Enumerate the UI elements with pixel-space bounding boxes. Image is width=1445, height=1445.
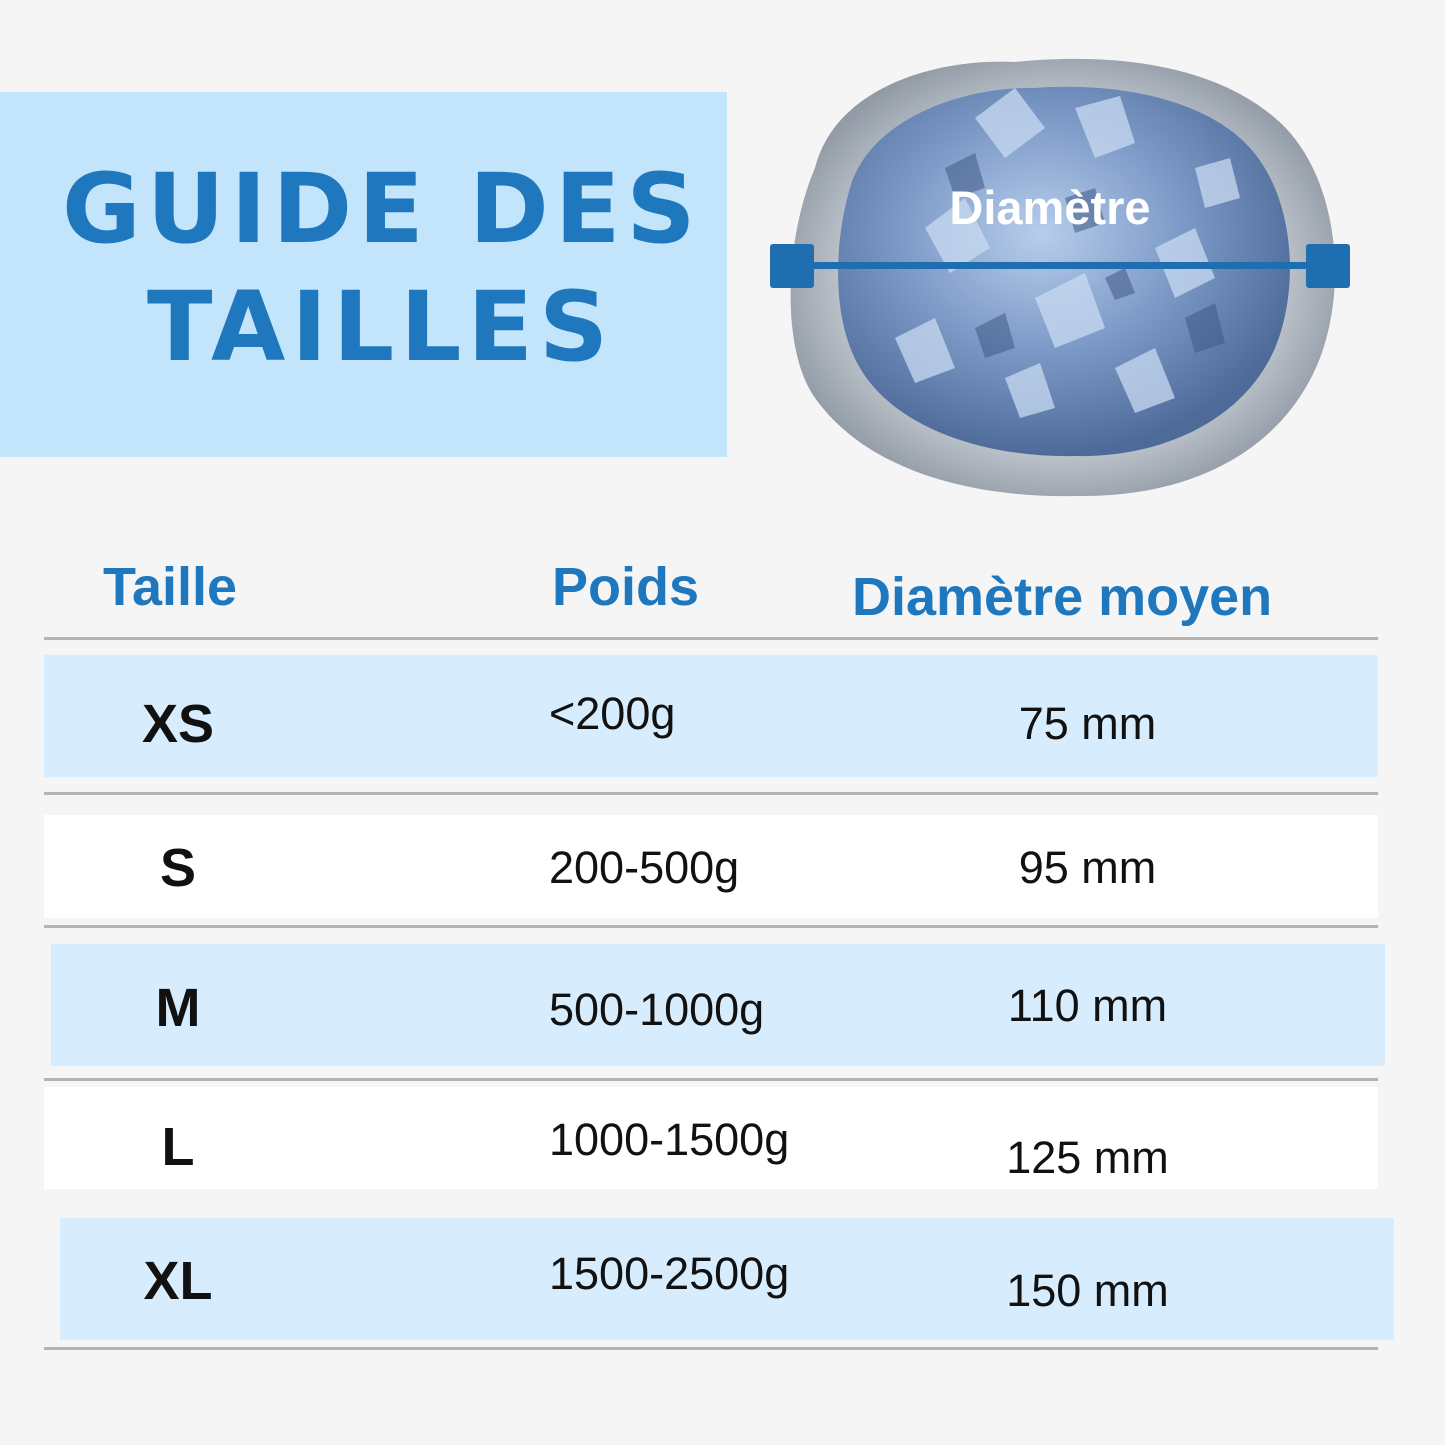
title-line-1: GUIDE DES <box>62 153 702 265</box>
row-divider <box>44 792 1378 795</box>
diameter-cell: 75 mm <box>1018 698 1157 749</box>
size-cell: XS <box>141 694 215 754</box>
header-diameter: Diamètre moyen <box>852 567 1273 627</box>
diameter-cell: 110 mm <box>1007 980 1168 1031</box>
measure-cap-left <box>770 244 814 288</box>
weight-cell: <200g <box>549 688 676 739</box>
page-title <box>62 150 702 386</box>
diameter-cell: 150 mm <box>1006 1265 1169 1316</box>
header-weight: Poids <box>552 557 700 617</box>
size-cell: XL <box>143 1251 213 1311</box>
row-divider <box>44 1078 1378 1081</box>
row-divider <box>44 925 1378 928</box>
header-divider <box>44 637 1378 640</box>
weight-cell: 200-500g <box>549 842 740 893</box>
size-cell: L <box>161 1117 195 1177</box>
diameter-label: Diamètre <box>949 181 1151 234</box>
table-bottom-divider <box>44 1347 1378 1350</box>
diameter-cell: 95 mm <box>1018 842 1157 893</box>
weight-cell: 500-1000g <box>549 984 765 1035</box>
weight-cell: 1500-2500g <box>549 1248 790 1299</box>
title-line-2: TAILLES <box>147 271 615 383</box>
size-cell: M <box>155 978 201 1038</box>
geode-image <box>775 48 1345 500</box>
header-size: Taille <box>103 557 238 617</box>
diameter-measure-line <box>800 262 1320 269</box>
measure-cap-right <box>1306 244 1350 288</box>
diameter-cell: 125 mm <box>1006 1132 1169 1183</box>
size-cell: S <box>159 838 197 898</box>
weight-cell: 1000-1500g <box>549 1114 790 1165</box>
